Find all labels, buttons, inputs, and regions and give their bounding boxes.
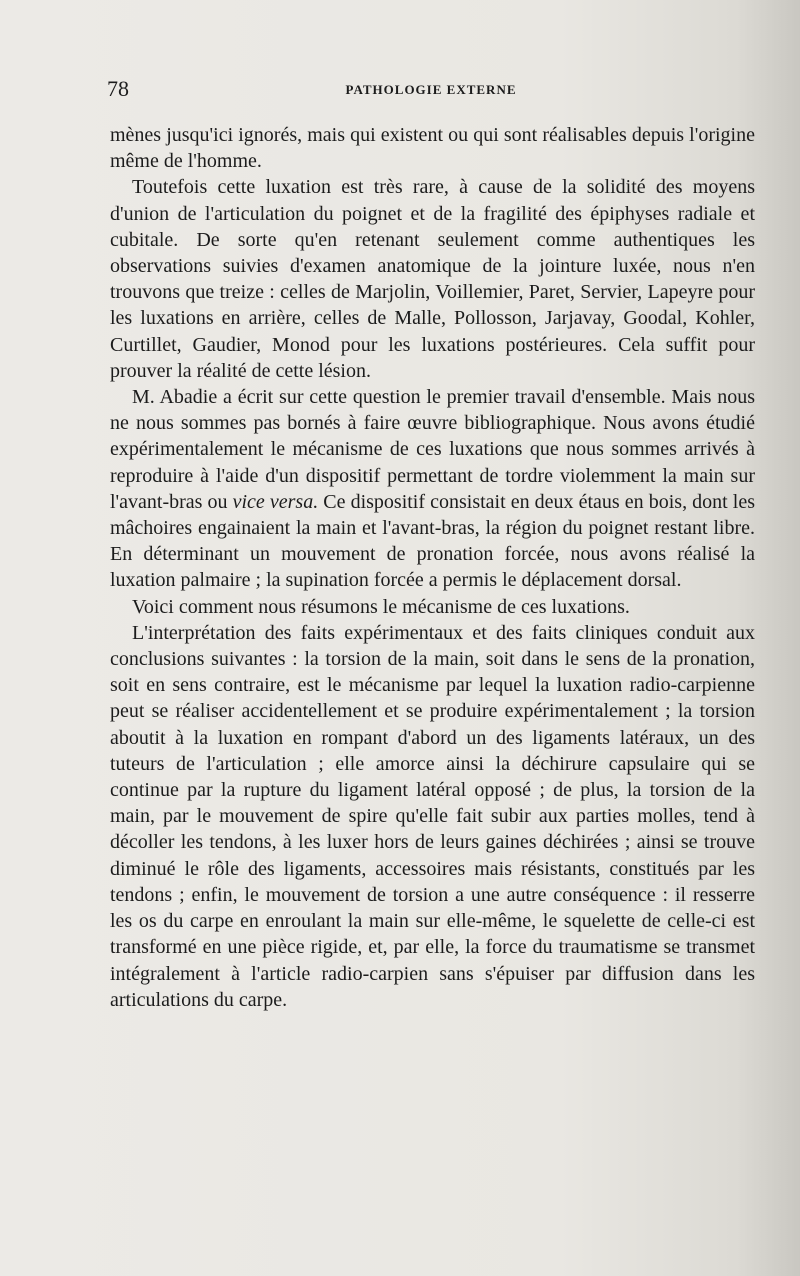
latin-phrase: vice versa. <box>232 490 319 513</box>
running-title: PATHOLOGIE EXTERNE <box>345 82 517 97</box>
paragraph-experiment <box>110 384 755 594</box>
paragraph-device-text: Ce dispositif consistait en deux étaus en bois, dont les mâchoires engainaient la main et l'avant-bras, la région du poignet restant libre. En déterminant un mouvement de pronation forcée, nous avons réalisé la luxation palmaire ; la supination forcée a permis le déplacement dorsal. <box>110 490 756 592</box>
body-text <box>110 122 755 1013</box>
paragraph-summary-intro: Voici comment nous résumons le mécanisme de ces luxations. <box>132 595 630 618</box>
paragraph-conclusions: L'interprétation des faits expérimentaux et des faits cliniques conduit aux conclusions suivantes : la torsion de la main, soit dans le sens de la pronation, soit en sens contraire, est le mécanisme par lequel la luxation radio-carpienne peut se réaliser accidentellement et se produire expérimentalement ; la torsion aboutit à la luxation en rompant d'abord un des ligaments latéraux, un des tuteurs de l'articulation ; elle amorce ainsi la déchirure capsulaire qui se continue par la rupture du ligament latéral opposé ; de plus, la torsion de la main, par le mouvement de spire qu'elle fait subir aux parties molles, tend à décoller les tendons, à les luxer hors de leurs gaines déchirées ; ainsi se trouve diminué le rôle des ligaments, accessoires mais résistants, constitués par les tendons ; enfin, le mouvement de torsion a une autre conséquence : il resserre les os du carpe en enroulant la main sur elle-même, le squelette de celle-ci est transformé en une pièce rigide, et, par elle, la force du traumatisme se transmet intégralement à l'article radio-carpien sans s'épuiser par diffusion dans les articulations du carpe. <box>110 621 755 1011</box>
page-number: 78 <box>107 76 129 101</box>
page-header <box>107 76 755 102</box>
paragraph-experiment-text: M. Abadie a écrit sur cette question le premier travail d'ensemble. Mais nous ne nous sommes pas bornés à faire œuvre bibliographique. Nous avons étudié expérimentalement le mécanisme de ces luxations que nous sommes arrivés à reproduire à l'aide d'un dispositif permettant de tordre violemment la main sur l'avant-bras ou <box>110 386 755 513</box>
paragraph-rarity: Toutefois cette luxation est très rare, à cause de la solidité des moyens d'union de l'articulation du poignet et de la fragilité des épiphyses radiale et cubitale. De sorte qu'en retenant seulement comme authentiques les observations suivies d'examen anatomique de la jointure luxée, nous n'en trouvons que treize : celles de Marjolin, Voillemier, Paret, Servier, Lapeyre pour les luxations en arrière, celles de Malle, Pollosson, Jarjavay, Goodal, Kohler, Curtillet, Gaudier, Monod pour les luxations postérieures. Cela suffit pour prouver la réalité de cette lésion. <box>110 176 755 382</box>
paragraph-continuation: mènes jusqu'ici ignorés, mais qui existent ou qui sont réalisables depuis l'origine même de l'homme. <box>110 124 755 173</box>
